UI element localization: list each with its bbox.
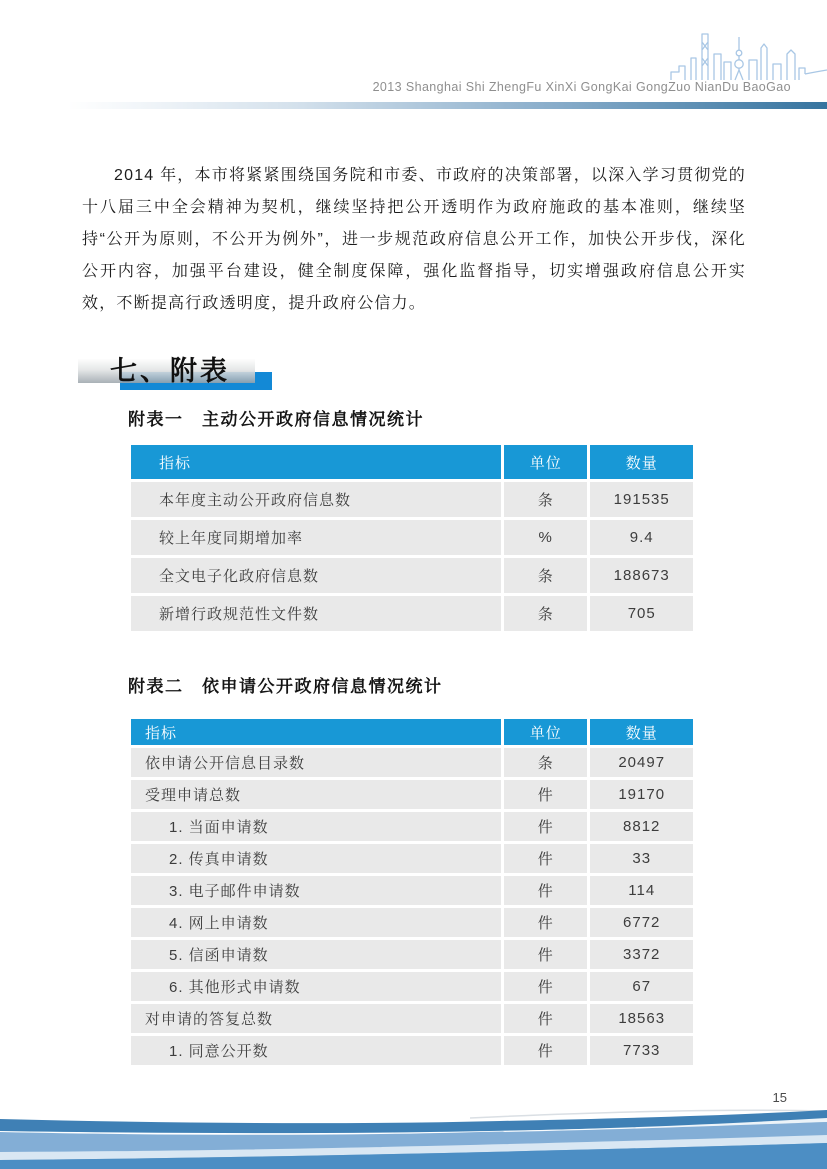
unit-cell: 件 (504, 844, 587, 873)
table2-wrap (128, 716, 696, 1068)
unit-cell: 件 (504, 780, 587, 809)
value-cell: 9.4 (590, 520, 693, 555)
unit-cell: 条 (504, 748, 587, 777)
section-heading-text: 七、附表 (110, 356, 230, 386)
table-row (131, 482, 693, 517)
indicator-cell: 1. 当面申请数 (131, 812, 501, 841)
unit-cell: 件 (504, 812, 587, 841)
table2-caption: 附表二 依申请公开政府信息情况统计 (128, 677, 443, 696)
shanghai-skyline-icon (669, 24, 827, 86)
table-header-row (131, 719, 693, 745)
indicator-cell: 1. 同意公开数 (131, 1036, 501, 1065)
value-cell: 6772 (590, 908, 693, 937)
unit-cell: 件 (504, 1036, 587, 1065)
value-cell: 8812 (590, 812, 693, 841)
indicator-cell: 2. 传真申请数 (131, 844, 501, 873)
table1-wrap (128, 442, 696, 634)
unit-cell: 条 (504, 482, 587, 517)
indicator-cell: 本年度主动公开政府信息数 (131, 482, 501, 517)
table-statistics-on-request (128, 716, 696, 1068)
column-header: 指标 (131, 445, 501, 479)
indicator-cell: 4. 网上申请数 (131, 908, 501, 937)
table-row (131, 748, 693, 777)
table-row (131, 1004, 693, 1033)
table-header-row (131, 445, 693, 479)
value-cell: 18563 (590, 1004, 693, 1033)
unit-cell: 条 (504, 596, 587, 631)
unit-cell: 件 (504, 940, 587, 969)
indicator-cell: 对申请的答复总数 (131, 1004, 501, 1033)
table-row (131, 908, 693, 937)
table1-caption: 附表一 主动公开政府信息情况统计 (128, 410, 424, 429)
indicator-cell: 6. 其他形式申请数 (131, 972, 501, 1001)
page-number: 15 (772, 1090, 787, 1105)
value-cell: 3372 (590, 940, 693, 969)
column-header: 数量 (590, 445, 693, 479)
table-row (131, 844, 693, 873)
table-row (131, 596, 693, 631)
indicator-cell: 受理申请总数 (131, 780, 501, 809)
footer-wave-decoration (0, 1107, 827, 1169)
indicator-cell: 较上年度同期增加率 (131, 520, 501, 555)
column-header: 单位 (504, 445, 587, 479)
table-row (131, 972, 693, 1001)
value-cell: 7733 (590, 1036, 693, 1065)
value-cell: 114 (590, 876, 693, 905)
unit-cell: 件 (504, 876, 587, 905)
table-row (131, 558, 693, 593)
indicator-cell: 5. 信函申请数 (131, 940, 501, 969)
unit-cell: 件 (504, 908, 587, 937)
table-row (131, 780, 693, 809)
column-header: 数量 (590, 719, 693, 745)
indicator-cell: 新增行政规范性文件数 (131, 596, 501, 631)
value-cell: 67 (590, 972, 693, 1001)
unit-cell: 件 (504, 1004, 587, 1033)
table-statistics-proactive (128, 442, 696, 634)
value-cell: 20497 (590, 748, 693, 777)
value-cell: 191535 (590, 482, 693, 517)
column-header: 指标 (131, 719, 501, 745)
column-header: 单位 (504, 719, 587, 745)
section-heading (78, 348, 298, 396)
table-row (131, 876, 693, 905)
table-row (131, 812, 693, 841)
table-row (131, 940, 693, 969)
indicator-cell: 全文电子化政府信息数 (131, 558, 501, 593)
report-title-pinyin: 2013 Shanghai Shi ZhengFu XinXi GongKai GongZuo NianDu BaoGao (372, 80, 791, 94)
table-row (131, 1036, 693, 1065)
indicator-cell: 3. 电子邮件申请数 (131, 876, 501, 905)
unit-cell: % (504, 520, 587, 555)
unit-cell: 条 (504, 558, 587, 593)
unit-cell: 件 (504, 972, 587, 1001)
indicator-cell: 依申请公开信息目录数 (131, 748, 501, 777)
value-cell: 705 (590, 596, 693, 631)
intro-paragraph: 2014 年，本市将紧紧围绕国务院和市委、市政府的决策部署，以深入学习贯彻党的十八届三中全会精神为契机，继续坚持把公开透明作为政府施政的基本准则，继续坚持“公开为原则，不公开为例外”，进一步规范政府信息公开工作，加快公开步伐，深化公开内容，加强平台建设，健全制度保障，强化监督指导，切实增强政府信息公开实效，不断提高行政透明度，提升政府公信力。 (82, 167, 746, 312)
value-cell: 33 (590, 844, 693, 873)
header-divider-rule (68, 102, 827, 109)
value-cell: 19170 (590, 780, 693, 809)
table-row (131, 520, 693, 555)
value-cell: 188673 (590, 558, 693, 593)
